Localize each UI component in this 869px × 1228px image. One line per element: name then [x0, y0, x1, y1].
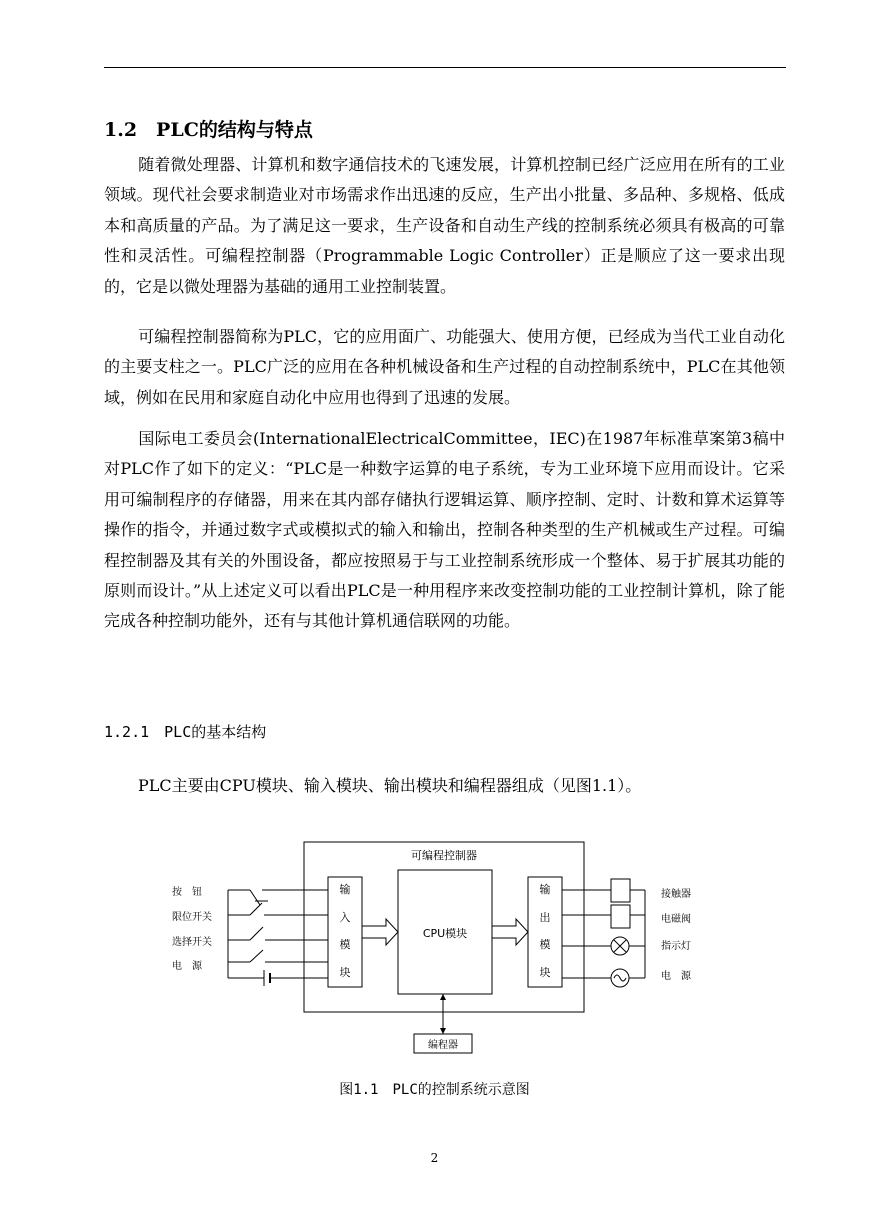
figure-caption: 图1.1 PLC的控制系统示意图 [339, 1082, 530, 1098]
input-label-3: 选择开关 [172, 937, 212, 948]
output-module-char-2: 出 [539, 911, 551, 924]
plc-title: 可编程控制器 [411, 849, 477, 862]
section-title: 1.2 PLC的结构与特点 [104, 119, 313, 141]
output-label-2: 电磁阀 [661, 914, 691, 925]
selector-switch-icon [228, 927, 328, 940]
paragraph-3-text: 国际电工委员会(InternationalElectricalCommittee，IEC)在1987年标准草案第3稿中对PLC作了如下的定义：“PLC是一种数字运算的电子系统，专为工业环境下应用而设计。它采用可编制程序的存储器，用来在其内部存储执行逻辑运算、顺序控制、定时、计数和算术运算等操作的指令，并通过数字式或模拟式的输入和输出，控制各种类型的生产机械或生产过程。可编程控制器及其有关的外围设备，都应按照易于与工业控制系统形成一个整体、易于扩展其功能的原则而设计。”从上述定义可以看出PLC是一种用程序来改变控制功能的工业控制计算机，除了能完成各种控制功能外，还有与其他计算机通信联网的功能。 [104, 429, 785, 631]
input-module-char-3: 模 [339, 938, 351, 951]
output-label-3: 指示灯 [661, 941, 691, 952]
output-module-char-3: 模 [539, 938, 551, 951]
paragraph-2-text: 可编程控制器简称为PLC，它的应用面广、功能强大、使用方便，已经成为当代工业自动化的主要支柱之一。PLC广泛的应用在各种机械设备和生产过程的自动控制系统中，PLC在其他领域，例如在民用和家庭自动化中应用也得到了迅速的发展。 [104, 327, 785, 407]
limit-switch-icon [228, 903, 328, 915]
output-module-char-1: 输 [539, 883, 551, 896]
solenoid-valve-icon [562, 905, 645, 928]
output-label-4: 电 源 [661, 971, 691, 982]
input-module-char-1: 输 [339, 883, 351, 896]
input-battery-icon [228, 970, 328, 986]
output-module-char-4: 块 [539, 966, 551, 979]
ac-source-icon [562, 969, 645, 987]
input-switch-4-icon [228, 950, 328, 962]
output-label-1: 接触器 [661, 889, 691, 900]
programmer-label: 编程器 [428, 1040, 458, 1051]
input-label-4: 电 源 [172, 961, 202, 972]
input-module-char-2: 入 [339, 911, 351, 924]
programmer-link-arrow-up [440, 994, 446, 1000]
cpu-module-label: CPU模块 [422, 927, 468, 940]
intro-text: PLC主要由CPU模块、输入模块、输出模块和编程器组成（见图1.1）。 [138, 776, 642, 795]
paragraph-1-text: 随着微处理器、计算机和数字通信技术的飞速发展，计算机控制已经广泛应用在所有的工业领域。现代社会要求制造业对市场需求作出迅速的反应，生产出小批量、多品种、多规格、低成本和高质量的产品。为了满足这一要求，生产设备和自动生产线的控制系统必须具有极高的可靠性和灵活性。可编程控制器（Programmable Logic Controller）正是顺应了这一要求出现的，它是以微处理器为基础的通用工业控制装置。 [104, 155, 785, 296]
cpu-to-output-arrow [492, 919, 528, 945]
subsection-title: 1.2.1 PLC的基本结构 [104, 723, 267, 741]
contactor-icon [562, 879, 645, 902]
programmer-link-arrow-down [440, 1028, 446, 1034]
input-to-cpu-arrow [362, 919, 398, 945]
page-number: 2 [430, 1151, 439, 1165]
input-label-1: 按 钮 [172, 887, 202, 898]
input-label-2: 限位开关 [172, 912, 212, 923]
pushbutton-switch-icon [228, 890, 328, 905]
indicator-lamp-icon [562, 937, 645, 955]
input-module-char-4: 块 [339, 966, 351, 979]
